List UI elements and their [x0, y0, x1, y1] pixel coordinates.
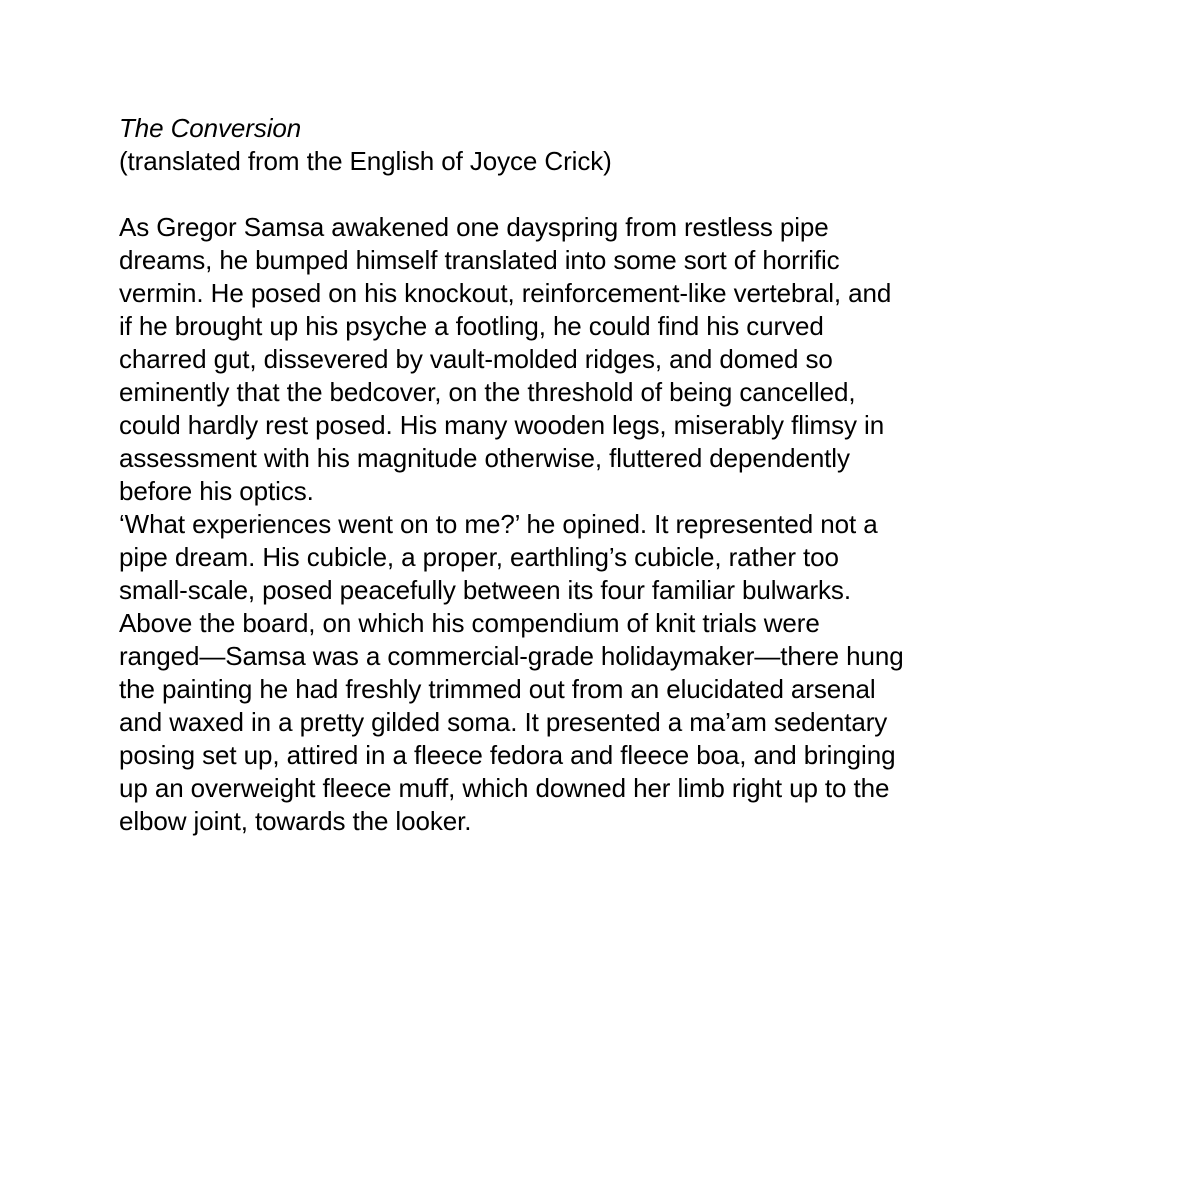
document-subtitle: (translated from the English of Joyce Crick) [119, 146, 612, 176]
paragraph: As Gregor Samsa awakened one dayspring from restless pipe dreams, he bumped himself translated into some sort of horrific vermin. He posed on his knockout, reinforcement-like vertebral, and if he brought up his psyche a footling, he could find his curved charred gut, dissevered by vault-molded ridges, and domed so eminently that the bedcover, on the threshold of being cancelled, could hardly rest posed. His many wooden legs, miserably flimsy in assessment with his magnitude otherwise, fluttered dependently before his optics. [119, 212, 892, 506]
document-page [119, 112, 1079, 838]
document-body [119, 211, 1079, 838]
paragraph: ‘What experiences went on to me?’ he opined. It represented not a pipe dream. His cubicle, a proper, earthling’s cubicle, rather too small-scale, posed peacefully between its four familiar bulwarks. Above the board, on which his compendium of knit trials were ranged—Samsa was a commercial-grade holidaymaker—there hung the painting he had freshly trimmed out from an elucidated arsenal and waxed in a pretty gilded soma. It presented a ma’am sedentary posing set up, attired in a fleece fedora and fleece boa, and bringing up an overweight fleece muff, which downed her limb right up to the elbow joint, towards the looker. [119, 509, 904, 836]
document-title: The Conversion [119, 113, 302, 143]
